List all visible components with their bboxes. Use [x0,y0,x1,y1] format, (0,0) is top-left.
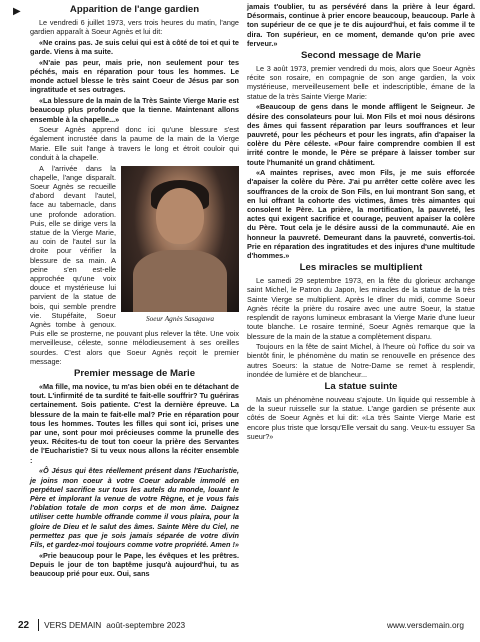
triangle-marker-icon: ▶ [13,6,21,17]
quote-paragraph: «A maintes reprises, avec mon Fils, je me suis efforcée d'apaiser la colère du Père. J'ai pu arrêter cette colère avec les souffrances de la croix de Son Fils, en lui montrant Son sang, et en lui offrant la cohorte des victimes, âmes très aimantes qui consolent le Père. La prière, la mortification, la pauvreté, les actes qui exigent sacrifice et courage, peuvent apaiser la colère du Père. Tout cela je le désire aussi de la communauté. Aie en honneur la pauvreté. Demeurant dans la pauvreté, convertis-toi. Prie en réparation des ingratitudes et des injures d'une multitude d'hommes.» [247,168,475,261]
heading-statue-suinte: La statue suinte [324,381,398,393]
quote-paragraph: «Beaucoup de gens dans le monde affligent le Seigneur. Je désire des consolateurs pour lui. Mon Fils et moi nous désirons des âmes qui fassent réparation par leurs souffrances et leur pauvreté, pour les pécheurs et pour les ingrats, afin d'apaiser la colère du Père céleste. «Pour faire comprendre combien Il est irrité contre le monde, le Père se prépare à laisser tomber sur toute l'humanité un grand châtiment. [247,102,475,167]
article-page [10,2,475,614]
quote-paragraph: «Ma fille, ma novice, tu m'as bien obéi en te détachant de tout. L'infirmité de ta surdité te fait-elle souffrir? Tu guériras certainement. Sois patiente. C'est la dernière épreuve. La blessure de la main te fait-elle mal? Prie en réparation pour tous les hommes. Toutes les filles qui sont ici, prises une par une, sont pour moi précieuses comme la prunelle des yeux. Récites-tu de tout ton coeur la prière des Servantes de l'Eucharistie? Si tu veux nous allons la réciter ensemble : [30,382,239,465]
footer-divider [38,619,39,631]
paragraph: Le 3 août 1973, premier vendredi du mois, alors que Soeur Agnès récite son rosaire, en compagnie de son ange gardien, la voix mystérieuse, merveilleusement belle et indescriptible, émane de la statue de la très Sainte Vierge Marie: [247,64,475,101]
heading-second-message: Second message de Marie [301,50,421,62]
heading-ange-gardien: Apparition de l'ange gardien [69,4,200,15]
photo-figure [121,166,239,323]
quote-paragraph: «La blessure de la main de la Très Sainte Vierge Marie est beaucoup plus profonde que la tienne. Maintenant allons ensemble à la chapelle...» [30,96,239,124]
heading-premier-message: Premier message de Marie [73,368,196,380]
prayer-paragraph: «Ô Jésus qui êtes réellement présent dans l'Eucharistie, je joins mon coeur à votre Coeur adorable immolé en perpétuel sacrifice sur tous les autels du monde, louant le Père et implorant la venue de votre Règne, et je vous fais l'oblation totale de mon corps et de mon âme. Daignez utiliser cette humble offrande comme il vous plaira, pour la gloire de Dieu et le salut des âmes. Sainte Mère du Ciel, ne permettez pas que je sois jamais séparée de votre divin Fils, et gardez-moi toujours comme votre propriété. Amen !» [30,466,239,549]
quote-paragraph: jamais t'oublier, tu as persévéré dans la prière à leur égard. Désormais, continue à prier encore beaucoup, beaucoup. Parle à ton supérieur de ce que je te dis aujourd'hui, et fais comme il te dira. Ton supérieur, en ce moment, demande qu'on prie avec ferveur.» [247,2,475,48]
paragraph: Mais un phénomène nouveau s'ajoute. Un liquide qui ressemble à de la sueur ruisselle sur la statue. L'ange gardien se présente aux côtés de Soeur Agnès et lui dit: «La très Sainte Vierge Marie est encore plus triste que lorsqu'Elle versait du sang. Veux-tu essuyer Sa sueur?» [247,395,475,441]
quote-paragraph: «N'aie pas peur, mais prie, non seulement pour tes péchés, mais en réparation pour tous les hommes. Le monde actuel blesse le très saint Coeur de Jésus par son ingratitude et ses outrages. [30,57,239,95]
quote-paragraph: «Ne crains pas. Je suis celui qui est à côté de toi et qui te garde. Viens à ma suite. [30,37,239,57]
left-column [30,2,239,580]
website-url: www.versdemain.org [386,620,464,630]
magazine-name: VERS DEMAIN [44,620,102,630]
heading-miracles: Les miracles se multiplient [299,262,423,274]
photo-caption: Soeur Agnès Sasagawa [146,313,214,323]
issue-date: août-septembre 2023 [106,620,186,630]
paragraph: Le vendredi 6 juillet 1973, vers trois heures du matin, l'ange gardien apparaît à Soeur Agnès et lui dit: [30,18,239,37]
paragraph: A l'arrivée dans la chapelle, l'ange disparaît. Soeur Agnès se recueille d'abord devant l'autel, face au tabernacle, dans une profonde adoration. Puis, elle se dirige vers la statue de la Vierge Marie, au coin de l'autel sur la droite pour vérifier la blessure de sa main. A peine s'en est-elle approchée qu'une voix douce et mystérieuse lui parvient de la statue de bois, qui semble prendre vie. Stupéfaite, Soeur Agnès tombe à genoux. Puis elle se prosterne, ne pouvant plus relever la tête. Une voix merveilleuse, céleste, sonne mélodieusement à ses oreilles sourdes. C'est alors que Soeur Agnès reçoit le premier message: [30,163,239,366]
page-footer [18,618,464,632]
paragraph: Soeur Agnès apprend donc ici qu'une blessure s'est également incrustée dans la paume de la main de la Vierge Marie. Elle suit l'ange à travers le long et étroit couloir qui conduit à la chapelle. [30,125,239,162]
paragraph: Toujours en la fête de saint Michel, à l'heure où l'office du soir va bientôt finir, le phénomène du matin se renouvelle en présence des autres Soeurs: la statue de Notre-Dame se remet à resplendir, inondée de lumière et de blancheur... [247,342,475,379]
paragraph: Le samedi 29 septembre 1973, en la fête du glorieux archange saint Michel, le Patron du Japon, les miracles de la statue de la très Sainte Vierge se multiplient. Après le dîner du midi, comme Soeur Agnès récite la prière du rosaire avec une autre Soeur, la statue resplendit de rayons lumineux embrasant la Vierge Marie d'une lueur toute blanche. Le rosaire terminé, Soeur Agnès remarque que la blessure de la main de la statue a complètement disparu. [247,276,475,341]
page-number: 22 [18,619,30,631]
quote-paragraph: «Prie beaucoup pour le Pape, les évêques et les prêtres. Depuis le jour de ton baptême jusqu'à aujourd'hui, tu as beaucoup prié pour eux. Oui, sans [30,550,239,579]
portrait-photo [121,166,239,312]
right-column [247,2,475,443]
